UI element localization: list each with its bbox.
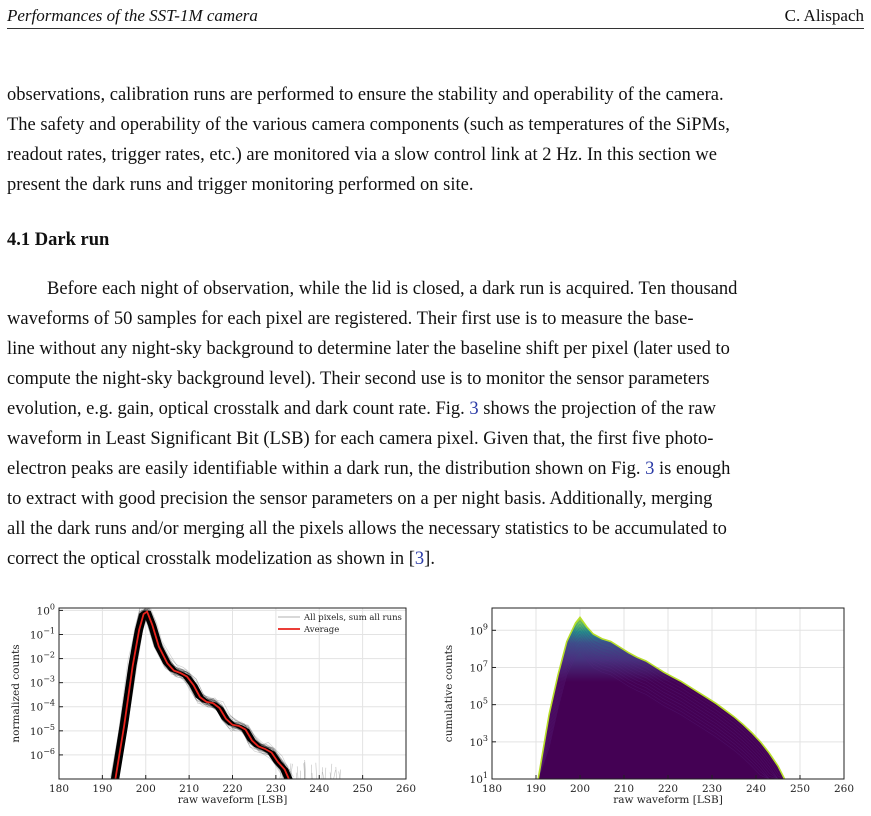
x-tick-label: 220 <box>657 783 679 795</box>
pixel-curve <box>331 764 332 779</box>
reference-link[interactable]: 3 <box>469 399 479 419</box>
x-tick-label: 260 <box>395 783 417 795</box>
x-tick-label: 190 <box>525 783 547 795</box>
plot-area <box>538 617 784 779</box>
y-tick-label: $10^5$ <box>469 696 488 712</box>
x-tick-label: 250 <box>352 783 373 795</box>
reference-link[interactable]: 3 <box>414 549 425 569</box>
y-tick-label: $10^{-4}$ <box>29 698 55 714</box>
pixel-curve <box>325 768 326 779</box>
y-tick-label: $10^3$ <box>469 733 488 749</box>
text-fragment: correct the optical crosstalk modelization as shown in [ <box>7 549 415 569</box>
text-fragment: compute the night-sky background level). Their second use is to monitor the sensor parameters <box>7 369 710 389</box>
cumulative-area <box>538 617 784 779</box>
header-title: Performances of the SST-1M camera <box>7 6 258 25</box>
text-line: The safety and operability of the various camera components (such as temperatures of the SiPMs, <box>7 115 730 135</box>
x-axis-label: raw waveform [LSB] <box>613 794 723 806</box>
text-fragment: shows the projection of the raw <box>478 399 716 419</box>
pixel-curve <box>339 771 340 779</box>
left-chart <box>10 602 416 806</box>
x-tick-label: 240 <box>745 783 767 795</box>
text-fragment: evolution, e.g. gain, optical crosstalk and dark count rate. Fig. <box>7 399 470 419</box>
y-tick-label: $10^1$ <box>469 771 488 786</box>
x-tick-label: 200 <box>569 783 591 795</box>
x-tick-label: 180 <box>481 783 503 795</box>
text-line: present the dark runs and trigger monitoring performed on site. <box>7 175 474 195</box>
x-tick-label: 180 <box>48 783 70 795</box>
text-line: observations, calibration runs are performed to ensure the stability and operability of the camera. <box>7 85 724 105</box>
text-fragment: waveform in Least Significant Bit (LSB) for each camera pixel. Given that, the first five photo- <box>7 429 714 449</box>
text-fragment: to extract with good precision the sensor parameters on a per night basis. Additionally, merging <box>7 489 713 509</box>
pixel-curve <box>316 763 317 779</box>
legend <box>278 613 402 635</box>
x-tick-label: 240 <box>309 783 330 795</box>
y-axis-label: normalized counts <box>10 644 22 743</box>
y-tick-label: $10^{-6}$ <box>29 746 55 762</box>
y-tick-label: $10^9$ <box>469 622 488 638</box>
legend-label: All pixels, sum all runs <box>304 613 402 623</box>
text-fragment: ]. <box>424 549 435 569</box>
text-fragment: all the dark runs and/or merging all the pixels allows the necessary statistics to be accumulated to <box>7 519 727 539</box>
x-tick-label: 260 <box>833 783 855 795</box>
y-tick-label: $10^{-1}$ <box>29 626 55 642</box>
y-tick-label: $10^{-3}$ <box>29 674 55 690</box>
x-tick-label: 250 <box>789 783 811 795</box>
pixel-curve <box>296 773 297 779</box>
x-tick-label: 220 <box>222 783 243 795</box>
x-tick-label: 200 <box>135 783 156 795</box>
y-tick-label: $10^0$ <box>36 602 55 618</box>
pixel-curve <box>297 766 298 779</box>
x-tick-label: 190 <box>92 783 113 795</box>
header-author: C. Alispach <box>784 6 864 25</box>
y-tick-label: $10^{-5}$ <box>29 722 55 738</box>
text-fragment: is enough <box>654 459 731 479</box>
x-tick-label: 230 <box>265 783 286 795</box>
x-tick-label: 230 <box>701 783 723 795</box>
x-tick-label: 210 <box>613 783 635 795</box>
pixel-curve <box>336 767 337 779</box>
text-line: readout rates, trigger rates, etc.) are monitored via a slow control link at 2 Hz. In this section we <box>7 145 717 165</box>
pixel-curve <box>322 767 323 779</box>
x-tick-label: 210 <box>179 783 200 795</box>
text-fragment: Before each night of observation, while the lid is closed, a dark run is acquired. Ten thousand <box>47 279 738 299</box>
text-fragment: electron peaks are easily identifiable within a dark run, the distribution shown on Fig. <box>7 459 646 479</box>
pixel-curve <box>334 770 336 779</box>
pixel-curve <box>323 772 324 779</box>
y-tick-label: $10^7$ <box>469 659 488 675</box>
text-fragment: line without any night-sky background to determine later the baseline shift per pixel (later used to <box>7 339 730 359</box>
legend-label: Average <box>304 625 340 635</box>
reference-link[interactable]: 3 <box>645 459 655 479</box>
text-fragment: waveforms of 50 samples for each pixel are registered. Their first use is to measure the base- <box>7 309 694 329</box>
x-axis-label: raw waveform [LSB] <box>177 794 288 806</box>
y-tick-label: $10^{-2}$ <box>29 650 55 666</box>
right-chart <box>443 608 854 806</box>
y-axis-label: cumulative counts <box>443 644 455 743</box>
section-heading: 4.1 Dark run <box>7 230 110 250</box>
